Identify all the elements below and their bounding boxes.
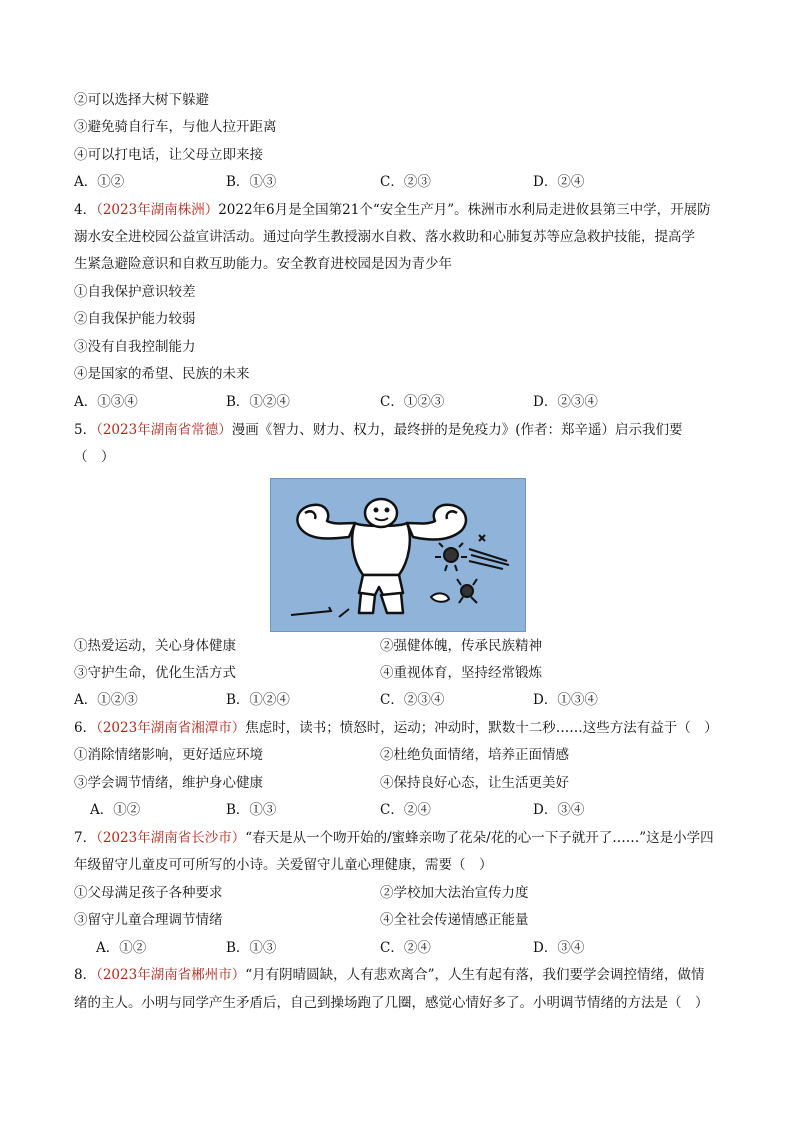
q6-item-3: ③学会调节情绪，维护身心健康 — [74, 775, 263, 791]
cartoon-strongman-image — [270, 478, 526, 632]
q4-stem-line-3: 生紧急避险意识和自救互助能力。安全教育进校园是因为青少年 — [74, 256, 452, 272]
q8-stem-line-1 — [74, 965, 705, 985]
q5-item-3: ③守护生命，优化生活方式 — [74, 665, 236, 681]
q4-option-a[interactable]: A．①③④ — [74, 394, 138, 410]
source-tag: （2023年湖南省长沙市） — [96, 830, 246, 846]
q5-stem-line-1 — [74, 420, 682, 440]
q6-option-d[interactable]: D．③④ — [533, 802, 585, 818]
q6-option-c[interactable]: C．②④ — [380, 802, 431, 818]
question-number: 6． — [74, 720, 97, 736]
q6-item-2: ②杜绝负面情绪，培养正面情感 — [380, 747, 569, 763]
q4-item-3: ③没有自我控制能力 — [74, 339, 196, 355]
q7-option-c[interactable]: C．②④ — [380, 940, 431, 956]
q3-option-a[interactable]: A．①② — [74, 174, 125, 190]
q6-option-b[interactable]: B．①③ — [226, 802, 277, 818]
q3-option-b[interactable]: B．①③ — [226, 174, 277, 190]
source-tag: （2023年湖南省常德） — [96, 422, 232, 438]
stem-text: 2022年6月是全国第21个“安全生产月”。株洲市水利局走进攸县第三中学，开展防 — [218, 202, 711, 218]
q5-option-d[interactable]: D．①③④ — [533, 692, 598, 708]
q5-option-a[interactable]: A．①②③ — [74, 692, 138, 708]
q3-item-4: ④可以打电话，让父母立即来接 — [74, 147, 263, 163]
q3-item-2: ②可以选择大树下躲避 — [74, 92, 209, 108]
q5-option-b[interactable]: B．①②④ — [226, 692, 290, 708]
q5-item-1: ①热爱运动，关心身体健康 — [74, 638, 236, 654]
source-tag: （2023年湖南省郴州市） — [96, 967, 246, 983]
stem-text: 焦虑时，读书；愤怒时，运动；冲动时，默数十二秒……这些方法有益于（ ） — [245, 720, 718, 736]
q5-option-c[interactable]: C．②③④ — [380, 692, 445, 708]
q7-stem-line-1 — [74, 828, 714, 848]
q7-stem-line-2: 年级留守儿童皮可可所写的小诗。关爱留守儿童心理健康，需要（ ） — [74, 857, 493, 873]
q7-option-b[interactable]: B．①③ — [226, 940, 277, 956]
question-number: 5． — [74, 422, 97, 438]
q8-stem-line-2: 绪的主人。小明与同学产生矛盾后，自己到操场跑了几圈，感觉心情好多了。小明调节情绪的方法是（ ） — [74, 995, 709, 1011]
q6-option-a[interactable]: A．①② — [90, 802, 141, 818]
q7-option-d[interactable]: D．③④ — [533, 940, 585, 956]
source-tag: （2023年湖南省湘潭市） — [96, 720, 246, 736]
q4-item-1: ①自我保护意识较差 — [74, 284, 196, 300]
q4-stem-line-2: 溺水安全进校园公益宣讲活动。通过向学生教授溺水自救、落水救助和心肺复苏等应急救护技能，提高学 — [74, 229, 695, 245]
q5-item-2: ②强健体魄，传承民族精神 — [380, 638, 542, 654]
stem-text: 漫画《智力、财力、权力，最终拼的是免疫力》(作者：郑辛遥）启示我们要 — [231, 422, 683, 438]
source-tag: （2023年湖南株洲） — [96, 202, 219, 218]
q7-item-3: ③留守儿童合理调节情绪 — [74, 912, 223, 928]
q4-option-b[interactable]: B．①②④ — [226, 394, 290, 410]
q4-option-c[interactable]: C．①②③ — [380, 394, 445, 410]
q7-item-1: ①父母满足孩子各种要求 — [74, 885, 223, 901]
q6-item-4: ④保持良好心态，让生活更美好 — [380, 775, 569, 791]
q5-answer-blank: （ ） — [74, 449, 115, 465]
q4-item-2: ②自我保护能力较弱 — [74, 311, 196, 327]
q3-option-c[interactable]: C．②③ — [380, 174, 431, 190]
q6-stem-line-1 — [74, 718, 718, 738]
q3-item-3: ③避免骑自行车，与他人拉开距离 — [74, 119, 277, 135]
q4-option-d[interactable]: D．②③④ — [533, 394, 598, 410]
q7-item-2: ②学校加大法治宣传力度 — [380, 885, 529, 901]
q5-item-4: ④重视体育，坚持经常锻炼 — [380, 665, 542, 681]
q7-item-4: ④全社会传递情感正能量 — [380, 912, 529, 928]
q4-stem-line-1 — [74, 200, 711, 220]
q6-item-1: ①消除情绪影响，更好适应环境 — [74, 747, 263, 763]
q7-option-a[interactable]: A．①② — [96, 940, 147, 956]
q4-item-4: ④是国家的希望、民族的未来 — [74, 366, 250, 382]
question-number: 4． — [74, 202, 97, 218]
question-number: 7． — [74, 830, 97, 846]
stem-text: “月有阴晴圆缺，人有悲欢离合”，人生有起有落，我们要学会调控情绪，做情 — [245, 967, 705, 983]
question-number: 8． — [74, 967, 97, 983]
q3-option-d[interactable]: D．②④ — [533, 174, 585, 190]
stem-text: “春天是从一个吻开始的/蜜蜂亲吻了花朵/花的心一下子就开了……”这是小学四 — [245, 830, 714, 846]
